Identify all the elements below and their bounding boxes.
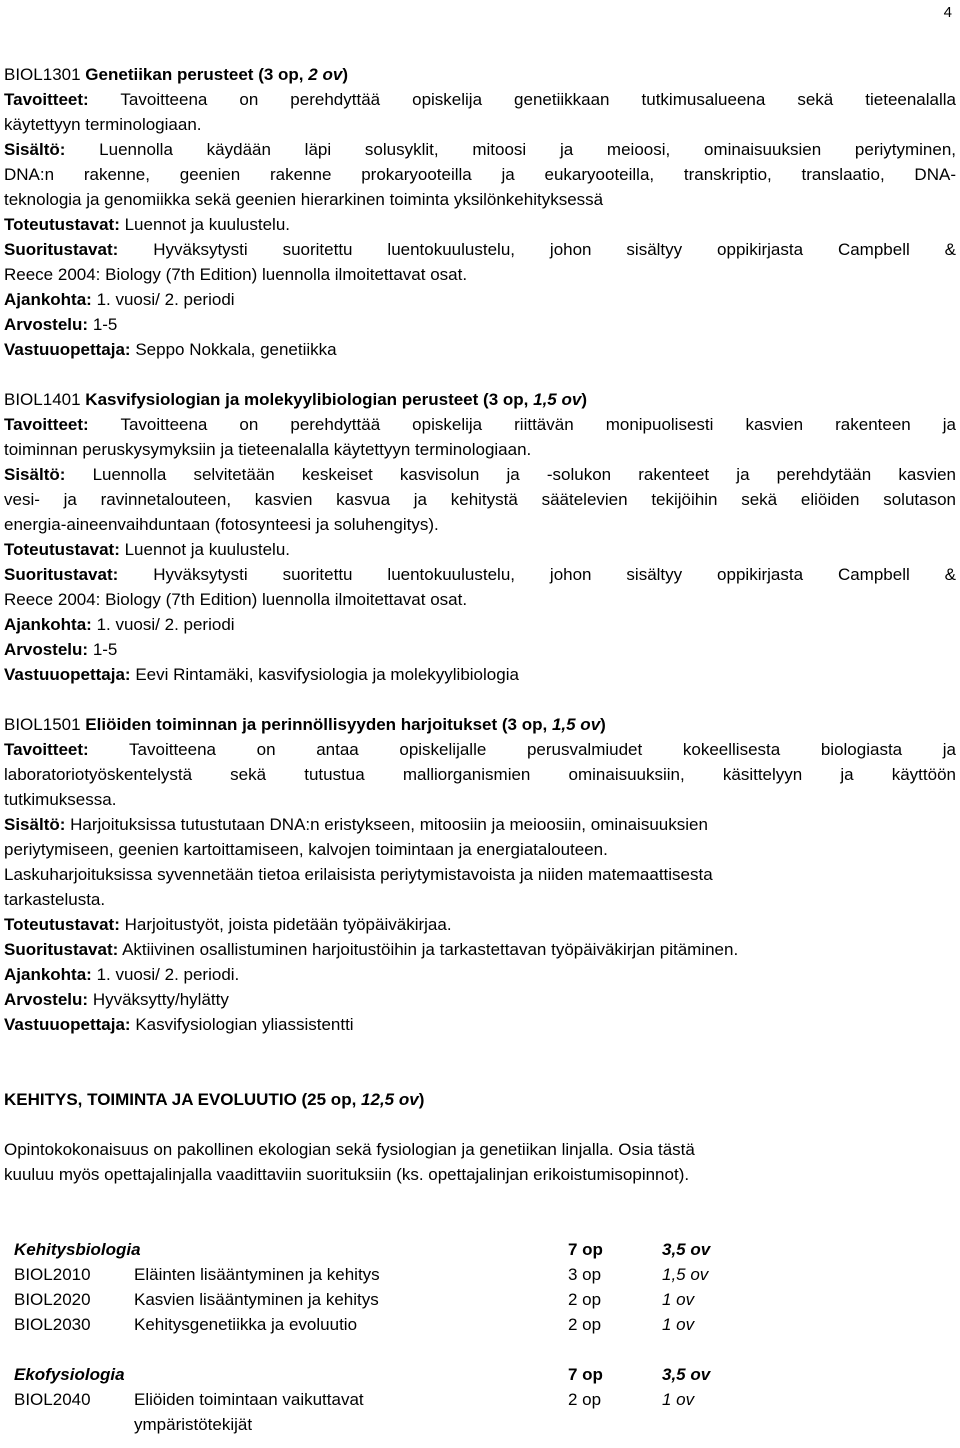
vastuu-line bbox=[4, 1012, 956, 1037]
vastuu-text: Eevi Rintamäki, kasvifysiologia ja molekyylibiologia bbox=[135, 665, 519, 684]
course-paren-close: ) bbox=[600, 715, 606, 734]
module-heading bbox=[4, 1087, 956, 1112]
row-ov: 1 ov bbox=[662, 1315, 695, 1334]
course-ov: 1,5 ov bbox=[533, 390, 582, 409]
arvostelu-text: Hyväksytty/hylätty bbox=[92, 990, 229, 1009]
row-ov: 1 ov bbox=[662, 1390, 695, 1409]
sisalto-line bbox=[4, 812, 956, 837]
suoritus-line bbox=[4, 562, 956, 587]
course-credits: (3 op, bbox=[483, 390, 529, 409]
row-name: Kasvien lisääntyminen ja kehitys bbox=[134, 1290, 379, 1309]
suoritus-line bbox=[4, 237, 956, 262]
toteutus-label: Toteutustavat: bbox=[4, 915, 120, 934]
table-row bbox=[14, 1387, 782, 1437]
suoritus-text: Hyväksytysti suoritettu luentokuulustelu, johon sisältyy oppikirjasta Campbell & bbox=[153, 240, 957, 259]
spacer bbox=[4, 1062, 956, 1087]
group-name: Kehitysbiologia bbox=[14, 1240, 141, 1259]
course-title: Eliöiden toiminnan ja perinnöllisyyden harjoitukset bbox=[85, 715, 498, 734]
page-number: 4 bbox=[943, 4, 952, 21]
row-op: 2 op bbox=[568, 1290, 602, 1309]
sisalto-label: Sisältö: bbox=[4, 815, 66, 834]
suoritus-text: Hyväksytysti suoritettu luentokuulustelu, johon sisältyy oppikirjasta Campbell & bbox=[153, 565, 957, 584]
row-op: 3 op bbox=[568, 1265, 602, 1284]
course-paren-close: ) bbox=[342, 65, 348, 84]
table-row bbox=[14, 1312, 782, 1337]
module-desc-line: kuuluu myös opettajalinjalla vaadittaviin suorituksiin (ks. opettajalinjan erikoistumisopinnot). bbox=[4, 1165, 690, 1184]
group-op: 7 op bbox=[568, 1365, 603, 1384]
sisalto-line: periytymiseen, geenien kartoittamiseen, kalvojen toimintaan ja energiatalouteen. bbox=[4, 840, 608, 859]
vastuu-line bbox=[4, 337, 956, 362]
arvostelu-label: Arvostelu: bbox=[4, 990, 89, 1009]
tavoitteet-label: Tavoitteet: bbox=[4, 415, 89, 434]
arvostelu-label: Arvostelu: bbox=[4, 315, 89, 334]
vastuu-text: Kasvifysiologian yliassistentti bbox=[135, 1015, 354, 1034]
sisalto-line bbox=[4, 137, 956, 162]
course-credits: (3 op, bbox=[258, 65, 304, 84]
course-code: BIOL1301 bbox=[4, 65, 81, 84]
toteutus-line bbox=[4, 212, 956, 237]
tavoitteet-line: laboratoriotyöskentelystä sekä tutustua malliorganismien ominaisuuksiin, käsittelyyn ja käyttöön bbox=[4, 765, 956, 784]
ajankohta-line bbox=[4, 287, 956, 312]
group-ov: 3,5 ov bbox=[662, 1365, 711, 1384]
suoritus-label: Suoritustavat: bbox=[4, 565, 119, 584]
vastuu-line bbox=[4, 662, 956, 687]
ajankohta-label: Ajankohta: bbox=[4, 615, 92, 634]
ajankohta-text: 1. vuosi/ 2. periodi. bbox=[96, 965, 240, 984]
row-ov: 1 ov bbox=[662, 1290, 695, 1309]
tavoitteet-label: Tavoitteet: bbox=[4, 90, 89, 109]
sisalto-line: tarkastelusta. bbox=[4, 890, 106, 909]
sisalto-line: DNA:n rakenne, geenien rakenne prokaryooteilla ja eukaryooteilla, transkriptio, translaatio, DNA- bbox=[4, 165, 956, 184]
tavoitteet-line: käytettyyn terminologiaan. bbox=[4, 115, 202, 134]
course-paren-close: ) bbox=[581, 390, 587, 409]
group-header-row bbox=[14, 1237, 782, 1262]
tavoitteet-label: Tavoitteet: bbox=[4, 740, 89, 759]
toteutus-text: Luennot ja kuulustelu. bbox=[124, 540, 290, 559]
course-title: Genetiikan perusteet bbox=[85, 65, 254, 84]
course-biol1301 bbox=[4, 62, 956, 362]
row-name: Eläinten lisääntyminen ja kehitys bbox=[134, 1265, 380, 1284]
sisalto-line: teknologia ja genomiikka sekä geenien hierarkinen toiminta yksilönkehityksessä bbox=[4, 190, 604, 209]
tavoitteet-line bbox=[4, 737, 956, 762]
course-biol1501 bbox=[4, 712, 956, 1037]
suoritus-line bbox=[4, 937, 956, 962]
page-content bbox=[4, 62, 956, 1437]
suoritus-label: Suoritustavat: bbox=[4, 940, 119, 959]
arvostelu-line bbox=[4, 987, 956, 1012]
ajankohta-label: Ajankohta: bbox=[4, 965, 92, 984]
course-heading bbox=[4, 62, 956, 87]
arvostelu-text: 1-5 bbox=[92, 315, 118, 334]
group-header-row bbox=[14, 1362, 782, 1387]
toteutus-text: Luennot ja kuulustelu. bbox=[124, 215, 290, 234]
course-credits: (3 op, bbox=[501, 715, 548, 734]
course-title: Kasvifysiologian ja molekyylibiologian perusteet bbox=[85, 390, 479, 409]
course-ov: 2 ov bbox=[308, 65, 343, 84]
sisalto-text: Harjoituksissa tutustutaan DNA:n eristykseen, mitoosiin ja meioosiin, ominaisuuksien bbox=[70, 815, 708, 834]
suoritus-line: Reece 2004: Biology (7th Edition) luennolla ilmoitettavat osat. bbox=[4, 590, 468, 609]
tavoitteet-line bbox=[4, 87, 956, 112]
sisalto-text: Luennolla käydään läpi solusyklit, mitoosi ja meioosi, ominaisuuksien periytyminen, bbox=[99, 140, 957, 159]
sisalto-label: Sisältö: bbox=[4, 465, 66, 484]
suoritus-label: Suoritustavat: bbox=[4, 240, 119, 259]
module-desc-line: Opintokokonaisuus on pakollinen ekologian sekä fysiologian ja genetiikan linjalla. Osia tästä bbox=[4, 1140, 695, 1159]
arvostelu-line bbox=[4, 312, 956, 337]
tavoitteet-text: Tavoitteena on antaa opiskelijalle perusvalmiudet kokeellisesta biologiasta ja bbox=[129, 740, 956, 759]
tavoitteet-text: Tavoitteena on perehdyttää opiskelija riittävän monipuolisesti kasvien rakenteen ja bbox=[120, 415, 956, 434]
sisalto-line: energia-aineenvaihduntaan (fotosynteesi ja soluhengitys). bbox=[4, 515, 439, 534]
course-heading bbox=[4, 387, 956, 412]
table-row bbox=[14, 1262, 782, 1287]
vastuu-label: Vastuuopettaja: bbox=[4, 340, 131, 359]
ajankohta-label: Ajankohta: bbox=[4, 290, 92, 309]
row-code: BIOL2040 bbox=[14, 1390, 91, 1409]
course-code: BIOL1401 bbox=[4, 390, 81, 409]
row-op: 2 op bbox=[568, 1315, 602, 1334]
module-title: KEHITYS, TOIMINTA JA EVOLUUTIO (25 op, bbox=[4, 1090, 357, 1109]
course-ov: 1,5 ov bbox=[551, 715, 601, 734]
row-code: BIOL2030 bbox=[14, 1315, 91, 1334]
row-op: 2 op bbox=[568, 1390, 602, 1409]
toteutus-label: Toteutustavat: bbox=[4, 540, 120, 559]
vastuu-label: Vastuuopettaja: bbox=[4, 1015, 131, 1034]
spacer bbox=[4, 1212, 956, 1237]
course-code: BIOL1501 bbox=[4, 715, 81, 734]
ajankohta-line bbox=[4, 612, 956, 637]
course-group-table bbox=[14, 1237, 782, 1437]
vastuu-label: Vastuuopettaja: bbox=[4, 665, 131, 684]
table-row bbox=[14, 1287, 782, 1312]
module-description bbox=[4, 1137, 956, 1187]
tavoitteet-text: Tavoitteena on perehdyttää opiskelija genetiikkaan tutkimusalueena sekä tieteenalalla bbox=[120, 90, 956, 109]
table-spacer-row bbox=[14, 1337, 782, 1362]
group-op: 7 op bbox=[568, 1240, 603, 1259]
ajankohta-text: 1. vuosi/ 2. periodi bbox=[96, 615, 235, 634]
toteutus-line bbox=[4, 537, 956, 562]
module-ov: 12,5 ov bbox=[361, 1090, 419, 1109]
spacer-cell bbox=[14, 1337, 782, 1362]
group-name: Ekofysiologia bbox=[14, 1365, 125, 1384]
sisalto-line: vesi- ja ravinnetalouteen, kasvien kasvua ja kehitystä säätelevien tekijöihin sekä eliöiden solutason bbox=[4, 490, 956, 509]
row-code: BIOL2020 bbox=[14, 1290, 91, 1309]
arvostelu-line bbox=[4, 637, 956, 662]
sisalto-text: Luennolla selvitetään keskeiset kasvisolun ja -solukon rakenteet ja perehdytään kasvien bbox=[92, 465, 957, 484]
suoritus-text: Aktiivinen osallistuminen harjoitustöihin ja tarkastettavan työpäiväkirjan pitäminen. bbox=[122, 940, 739, 959]
module-paren-close: ) bbox=[418, 1090, 425, 1109]
row-name-line: ympäristötekijät bbox=[134, 1415, 253, 1434]
row-code: BIOL2010 bbox=[14, 1265, 91, 1284]
sisalto-line: Laskuharjoituksissa syvennetään tietoa erilaisista periytymistavoista ja niiden matemaattisesta bbox=[4, 865, 713, 884]
row-name-line: Eliöiden toimintaan vaikuttavat bbox=[134, 1390, 364, 1409]
arvostelu-text: 1-5 bbox=[92, 640, 118, 659]
toteutus-line bbox=[4, 912, 956, 937]
ajankohta-text: 1. vuosi/ 2. periodi bbox=[96, 290, 235, 309]
row-name: Kehitysgenetiikka ja evoluutio bbox=[134, 1315, 358, 1334]
tavoitteet-line: toiminnan peruskysymyksiin ja tieteenalalla käytettyyn terminologiaan. bbox=[4, 440, 532, 459]
group-ov: 3,5 ov bbox=[662, 1240, 711, 1259]
sisalto-line bbox=[4, 462, 956, 487]
arvostelu-label: Arvostelu: bbox=[4, 640, 89, 659]
tavoitteet-line: tutkimuksessa. bbox=[4, 790, 117, 809]
course-biol1401 bbox=[4, 387, 956, 687]
row-ov: 1,5 ov bbox=[662, 1265, 709, 1284]
vastuu-text: Seppo Nokkala, genetiikka bbox=[135, 340, 337, 359]
suoritus-line: Reece 2004: Biology (7th Edition) luennolla ilmoitettavat osat. bbox=[4, 265, 468, 284]
toteutus-label: Toteutustavat: bbox=[4, 215, 120, 234]
row-name bbox=[134, 1387, 568, 1437]
tavoitteet-line bbox=[4, 412, 956, 437]
toteutus-text: Harjoitustyöt, joista pidetään työpäiväkirjaa. bbox=[124, 915, 452, 934]
sisalto-label: Sisältö: bbox=[4, 140, 66, 159]
course-heading bbox=[4, 712, 956, 737]
ajankohta-line bbox=[4, 962, 956, 987]
